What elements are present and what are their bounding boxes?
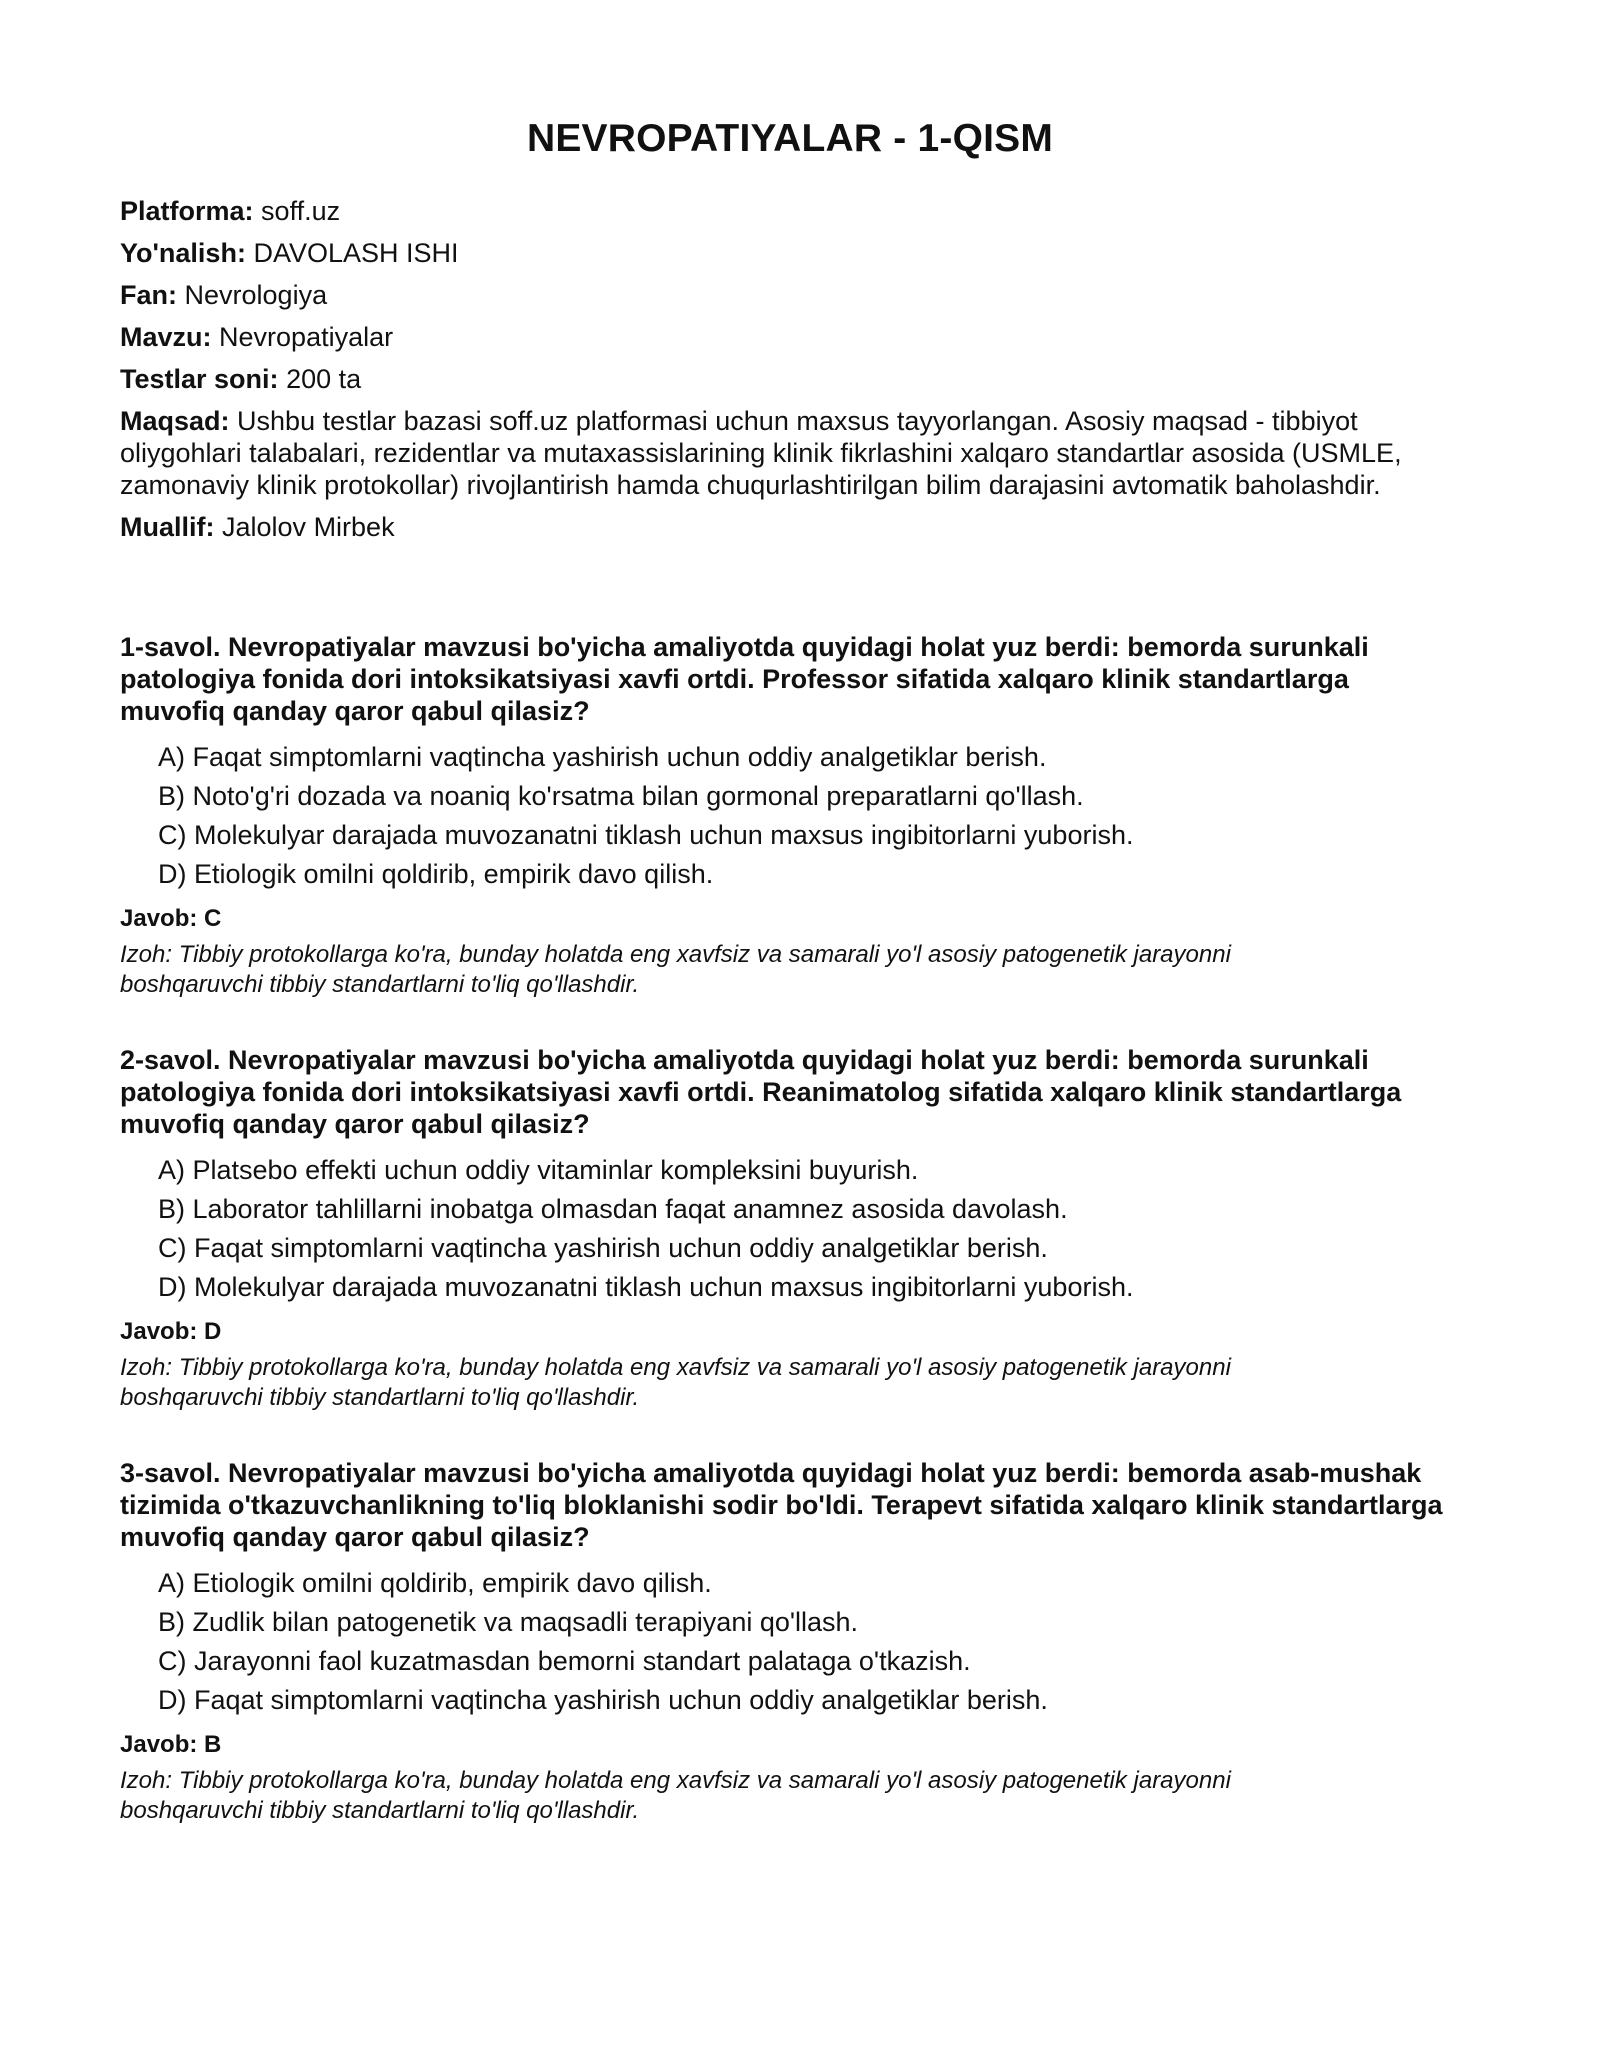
meta-platform — [120, 195, 1460, 227]
explanation-note: Izoh: Tibbiy protokollarga ko'ra, bunday holatda eng xavfsiz va samarali yo'l asosiy patogenetik jarayonni boshqaruvchi tibbiy standartlarni to'liq qo'llashdir. — [120, 1353, 1231, 1411]
meta-test-count — [120, 363, 1460, 395]
explanation-note: Izoh: Tibbiy protokollarga ko'ra, bunday holatda eng xavfsiz va samarali yo'l asosiy patogenetik jarayonni boshqaruvchi tibbiy standartlarni to'liq qo'llashdir. — [120, 940, 1231, 998]
option-d: D) Molekulyar darajada muvozanatni tiklash uchun maxsus ingibitorlarni yuborish. — [158, 1271, 1134, 1302]
option-b: B) Zudlik bilan patogenetik va maqsadli terapiyani qo'llash. — [158, 1606, 859, 1637]
question-text: 1-savol. Nevropatiyalar mavzusi bo'yicha amaliyotda quyidagi holat yuz berdi: bemorda surunkali patologiya fonida dori intoksikatsiyasi xavfi ortdi. Professor sifatida xalqaro klinik standartlarga muvofiq qanday qaror qabul qilasiz? — [120, 631, 1369, 726]
correct-answer: Javob: D — [120, 1317, 222, 1345]
question-text: 3-savol. Nevropatiyalar mavzusi bo'yicha amaliyotda quyidagi holat yuz berdi: bemorda asab-mushak tizimida o'tkazuvchanlikning to'liq bloklanishi sodir bo'ldi. Terapevt sifatida xalqaro klinik standartlarga muvofiq qanday qaror qabul qilasiz? — [120, 1457, 1443, 1552]
meta-value: Nevropatiyalar — [219, 321, 394, 352]
meta-label: Yo'nalish: — [120, 237, 246, 268]
question-1 — [120, 631, 1460, 1000]
meta-topic — [120, 321, 1460, 353]
answer-options — [120, 1567, 1460, 1716]
option-c: C) Molekulyar darajada muvozanatni tiklash uchun maxsus ingibitorlarni yuborish. — [158, 819, 1134, 850]
meta-label: Fan: — [120, 279, 177, 310]
meta-subject — [120, 279, 1460, 311]
document-title: NEVROPATIYALAR - 1-QISM — [526, 117, 1054, 160]
meta-author — [120, 511, 1460, 543]
meta-label: Platforma: — [120, 195, 254, 226]
meta-value: Nevrologiya — [184, 279, 328, 310]
correct-answer: Javob: C — [120, 904, 222, 932]
document-page — [120, 116, 1460, 1870]
meta-label: Muallif: — [120, 511, 215, 542]
option-d: D) Etiologik omilni qoldirib, empirik davo qilish. — [158, 858, 714, 889]
option-b: B) Laborator tahlillarni inobatga olmasdan faqat anamnez asosida davolash. — [158, 1193, 1068, 1224]
meta-purpose — [120, 405, 1460, 501]
meta-direction — [120, 237, 1460, 269]
option-c: C) Jarayonni faol kuzatmasdan bemorni standart palataga o'tkazish. — [158, 1645, 971, 1676]
meta-value: Jalolov Mirbek — [222, 511, 395, 542]
meta-value: 200 ta — [286, 363, 362, 394]
meta-value: soff.uz — [261, 195, 341, 226]
answer-options — [120, 741, 1460, 890]
option-b: B) Noto'g'ri dozada va noaniq ko'rsatma bilan gormonal preparatlarni qo'llash. — [158, 780, 1084, 811]
answer-options — [120, 1154, 1460, 1303]
option-c: C) Faqat simptomlarni vaqtincha yashirish uchun oddiy analgetiklar berish. — [158, 1232, 1048, 1263]
document-metadata — [120, 195, 1460, 543]
explanation-note: Izoh: Tibbiy protokollarga ko'ra, bunday holatda eng xavfsiz va samarali yo'l asosiy patogenetik jarayonni boshqaruvchi tibbiy standartlarni to'liq qo'llashdir. — [120, 1766, 1231, 1824]
correct-answer: Javob: B — [120, 1730, 222, 1758]
question-2 — [120, 1044, 1460, 1413]
question-text: 2-savol. Nevropatiyalar mavzusi bo'yicha amaliyotda quyidagi holat yuz berdi: bemorda surunkali patologiya fonida dori intoksikatsiyasi xavfi ortdi. Reanimatolog sifatida xalqaro klinik standartlarga muvofiq qanday qaror qabul qilasiz? — [120, 1044, 1402, 1139]
meta-label: Mavzu: — [120, 321, 212, 352]
option-d: D) Faqat simptomlarni vaqtincha yashirish uchun oddiy analgetiklar berish. — [158, 1684, 1048, 1715]
meta-value: Ushbu testlar bazasi soff.uz platformasi uchun maxsus tayyorlangan. Asosiy maqsad - tibbiyot oliygohlari talabalari, rezidentlar va mutaxassislarining klinik fikrlashini xalqaro standartlar asosida (USMLE, zamonaviy klinik protokollar) rivojlantirish hamda chuqurlashtirilgan bilim darajasini avtomatik baholashdir. — [120, 405, 1402, 500]
meta-value: DAVOLASH ISHI — [253, 237, 459, 268]
meta-label: Testlar soni: — [120, 363, 279, 394]
option-a: A) Platsebo effekti uchun oddiy vitaminlar kompleksini buyurish. — [158, 1154, 919, 1185]
option-a: A) Etiologik omilni qoldirib, empirik davo qilish. — [158, 1567, 712, 1598]
meta-label: Maqsad: — [120, 405, 230, 436]
question-3 — [120, 1457, 1460, 1826]
option-a: A) Faqat simptomlarni vaqtincha yashirish uchun oddiy analgetiklar berish. — [158, 741, 1047, 772]
